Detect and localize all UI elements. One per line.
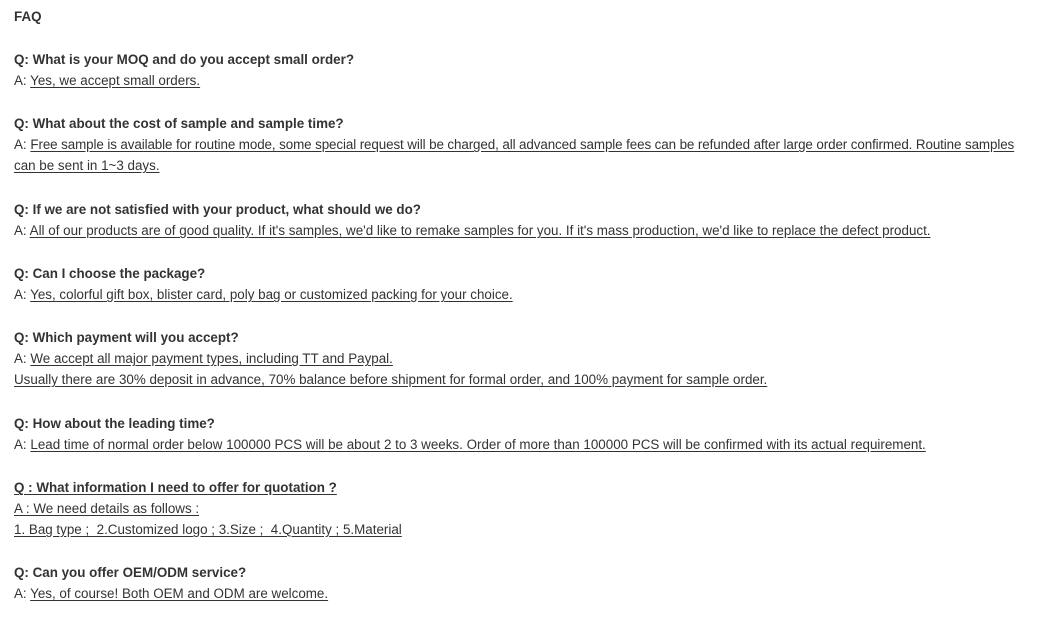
faq-answer-quotation-list [14,521,402,539]
faq-title: FAQ [14,9,42,24]
answer-text: A : We need details as follows : [14,501,200,516]
faq-answer-package [14,286,513,304]
faq-question-leading-time: Q: How about the leading time? [14,416,215,431]
answer-text: 1. Bag type ; 2.Customized logo ; 3.Size ; 4.Quantity ; 5.Material [14,522,402,537]
faq-answer-quotation [14,500,199,518]
answer-text: Yes, we accept small orders. [30,73,201,88]
faq-answer-oem-odm [14,585,328,603]
answer-text: Usually there are 30% deposit in advance, 70% balance before shipment for formal order, and 100% payment for sample order. [14,372,768,387]
answer-text: We accept all major payment types, including TT and Paypal. [30,351,393,366]
faq-question-moq: Q: What is your MOQ and do you accept small order? [14,52,355,67]
answer-text: All of our products are of good quality. If it's samples, we'd like to remake samples for you. If it's mass production, we'd like to replace the defect product. [29,223,931,238]
faq-question-payment: Q: Which payment will you accept? [14,330,239,345]
answer-text: can be sent in 1~3 days. [14,158,160,173]
faq-answer-moq [14,72,200,90]
answer-text: Lead time of normal order below 100000 PCS will be about 2 to 3 weeks. Order of more than 100000 PCS will be confirmed with its actual requirement. [30,437,926,452]
answer-prefix: A: [14,287,31,302]
answer-prefix: A: [14,137,31,152]
answer-prefix: A: [14,73,31,88]
faq-question-oem-odm: Q: Can you offer OEM/ODM service? [14,565,247,580]
answer-text: Yes, of course! Both OEM and ODM are welcome. [30,586,329,601]
faq-answer-payment [14,350,393,368]
answer-prefix: A: [14,223,30,238]
faq-answer-sample-cost [14,136,1014,154]
answer-prefix: A: [14,437,31,452]
answer-text: Yes, colorful gift box, blister card, poly bag or customized packing for your choice. [30,287,513,302]
faq-question-not-satisfied: Q: If we are not satisfied with your product, what should we do? [14,202,421,217]
answer-prefix: A: [14,351,31,366]
faq-answer-payment-cont [14,371,767,389]
faq-question-quotation: Q : What information I need to offer for quotation ? [14,480,337,495]
faq-answer-sample-cost-cont [14,157,160,175]
faq-question-package: Q: Can I choose the package? [14,266,206,281]
faq-answer-leading-time [14,436,926,454]
faq-answer-not-satisfied [14,222,931,240]
answer-text: Free sample is available for routine mode, some special request will be charged, all advanced sample fees can be refunded after large order confirmed. Routine samples [30,137,1015,152]
faq-question-sample-cost: Q: What about the cost of sample and sample time? [14,116,344,131]
answer-prefix: A: [14,586,31,601]
